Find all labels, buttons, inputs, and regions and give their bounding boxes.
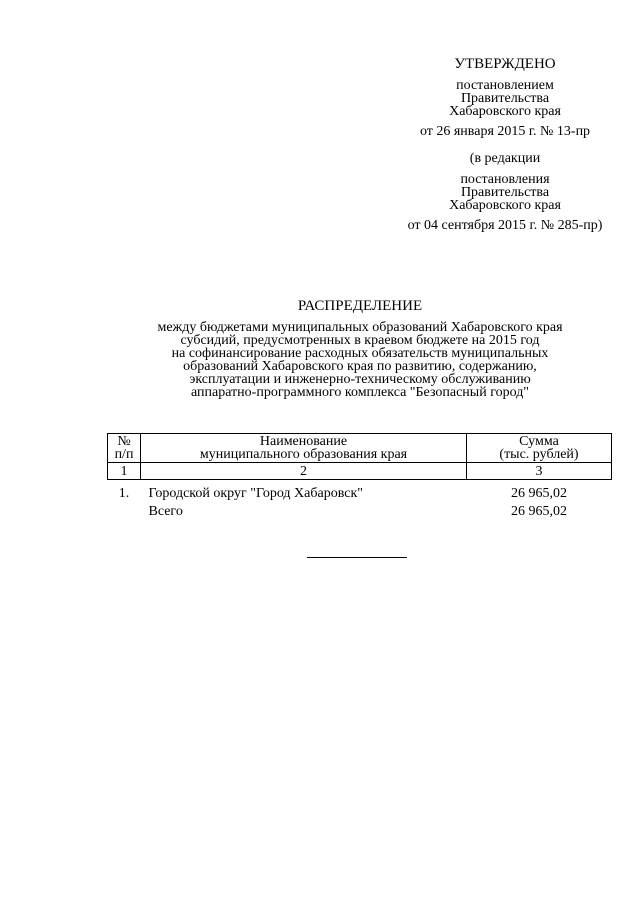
document-title-block [100, 300, 620, 399]
subtitle-line: между бюджетами муниципальных образований Хабаровского края [157, 320, 563, 335]
total-sum: 26 965,02 [511, 504, 567, 519]
approval-line-2: Правительства [460, 91, 550, 106]
table-row [108, 480, 612, 503]
distribution-table [107, 433, 612, 520]
approval-line-3: Хабаровского края [449, 104, 561, 119]
subtitle-line: эксплуатации и инженерно-техническому обслуживанию [189, 372, 531, 387]
approval-decree: от 26 января 2015 г. № 13-пр [419, 124, 591, 139]
table-header-row [108, 434, 612, 463]
subtitle-line: субсидий, предусмотренных в краевом бюджете на 2015 год [180, 333, 540, 348]
table-total-row [108, 502, 612, 520]
index-cell: 2 [141, 463, 467, 480]
subtitle-line: на софинансирование расходных обязательств муниципальных [171, 346, 549, 361]
approval-stamp [380, 58, 630, 232]
edition-line-1: (в редакции [469, 151, 541, 166]
edition-decree: от 04 сентября 2015 г. № 285-пр) [407, 218, 603, 233]
edition-line-2: постановления [460, 172, 550, 187]
row-name: Городской округ "Город Хабаровск" [148, 486, 363, 501]
document-title: РАСПРЕДЕЛЕНИЕ [297, 298, 423, 314]
header-number: № п/п [108, 434, 141, 463]
row-number: 1. [118, 486, 130, 501]
subtitle-line: аппаратно-программного комплекса "Безопасный город" [190, 385, 530, 400]
edition-line-3: Правительства [460, 185, 550, 200]
row-sum: 26 965,02 [511, 486, 567, 501]
approval-heading: УТВЕРЖДЕНО [454, 56, 556, 72]
header-name: Наименование муниципального образования края [141, 434, 467, 463]
index-cell: 1 [108, 463, 141, 480]
approval-line-1: постановлением [456, 78, 554, 93]
table-index-row [108, 463, 612, 480]
total-label: Всего [148, 504, 183, 519]
edition-line-4: Хабаровского края [449, 198, 561, 213]
index-cell: 3 [467, 463, 612, 480]
end-divider [307, 557, 407, 558]
subtitle-line: образований Хабаровского края по развитию, содержанию, [183, 359, 537, 374]
header-sum: Сумма (тыс. рублей) [467, 434, 612, 463]
